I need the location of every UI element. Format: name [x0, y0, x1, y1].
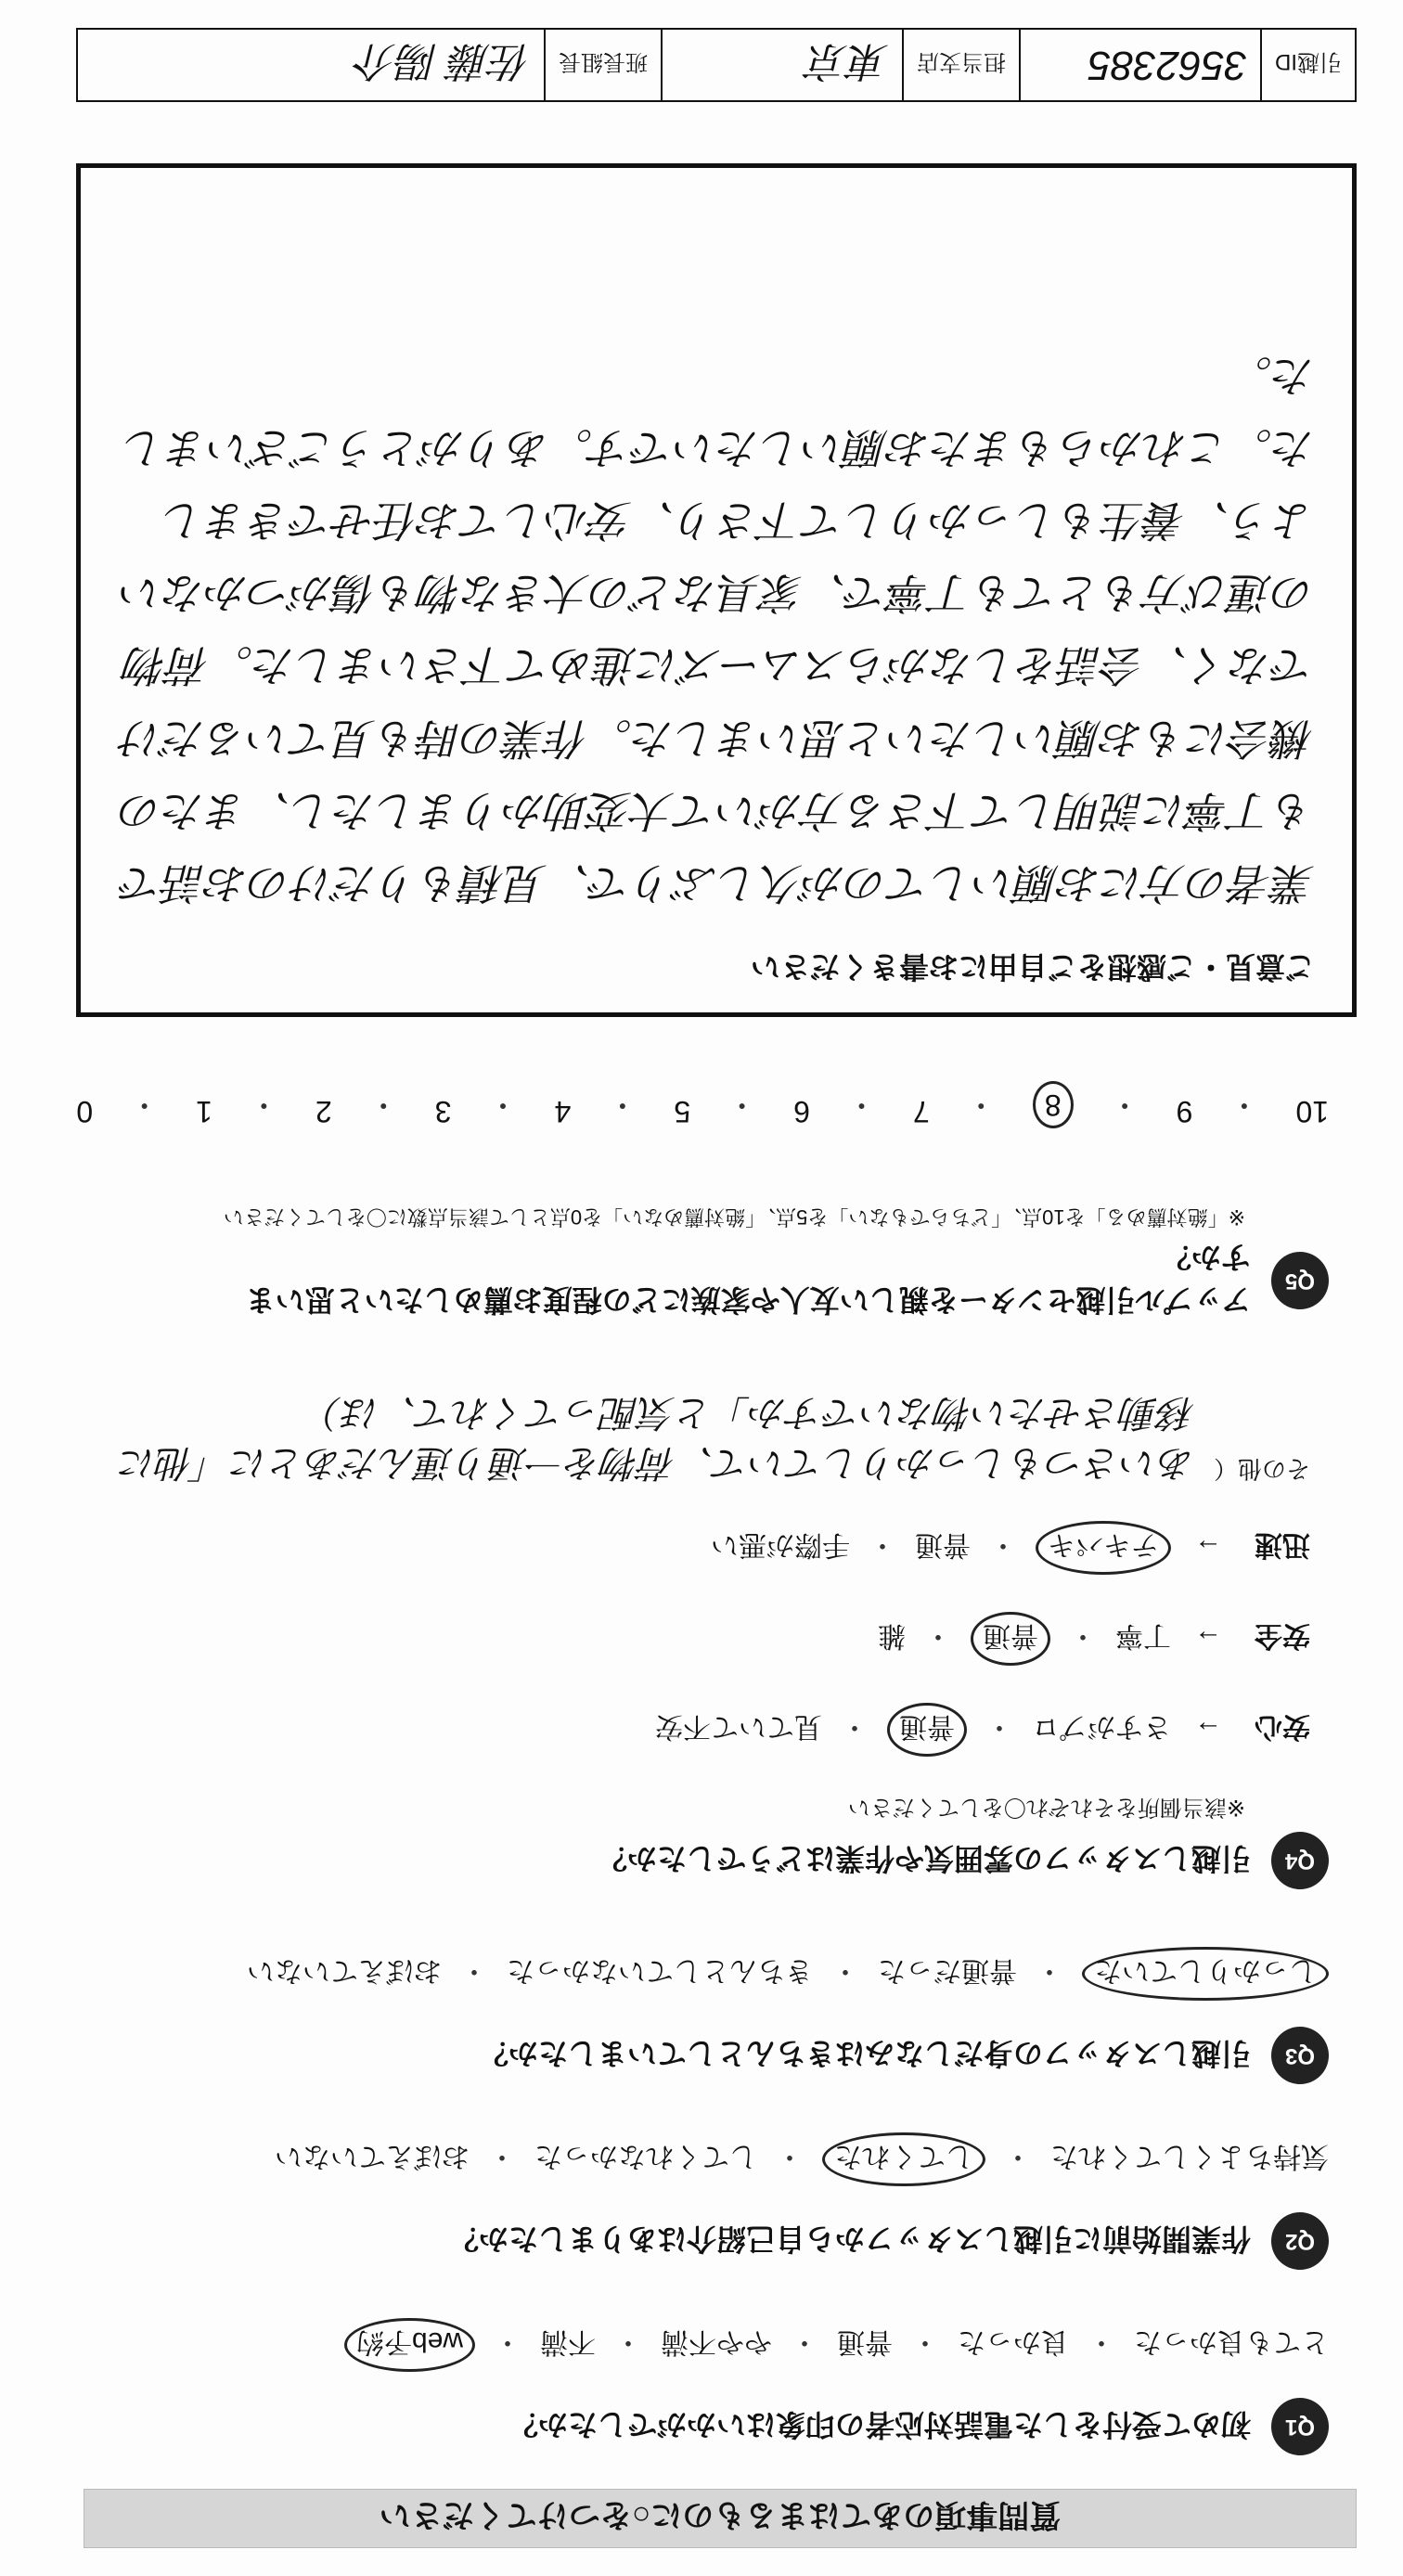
q4-option[interactable]: 手際が悪い	[711, 1529, 850, 1560]
score-option[interactable]: 4	[554, 1095, 572, 1128]
score-option-selected[interactable]: 8	[1033, 1081, 1074, 1128]
q2-options: 気持ちよくしてくれた ・ してくれた ・ してくれなかった ・ おぼえていない	[67, 2132, 1329, 2186]
move-id-label: 引越ID	[1260, 30, 1355, 100]
q2-option[interactable]: してくれなかった	[534, 2141, 757, 2171]
score-option[interactable]: 2	[315, 1095, 332, 1128]
q1-option[interactable]: やや不満	[661, 2326, 772, 2357]
q2-option-selected[interactable]: してくれた	[822, 2132, 985, 2186]
score-option[interactable]: 9	[1176, 1095, 1193, 1128]
q4-row-anshin: 安心 → さすがプロ ・ 普通 ・ 見ていて不安	[67, 1703, 1310, 1757]
q4-option[interactable]: 丁寧	[1115, 1620, 1171, 1651]
q3-option[interactable]: おぼえていない	[247, 1955, 442, 1986]
question-4	[67, 1387, 1329, 1889]
q1-option-selected[interactable]: web予約	[344, 2318, 475, 2372]
q4-other-row	[67, 1387, 1310, 1488]
question-3	[67, 1947, 1329, 2084]
q5-score-scale: 10 ・ 9 ・ 8 ・ 7 ・ 6 ・ 5 ・ 4 ・ 3 ・ 2 ・ 1 ・ 0	[76, 1081, 1329, 1128]
branch-value[interactable]: 東京	[661, 30, 902, 100]
q4-option-selected[interactable]: 普通	[887, 1703, 967, 1757]
arrow-icon: →	[1194, 1624, 1222, 1655]
q2-text: 作業開始前に引越しスタッフから自己紹介はありましたか？	[448, 2222, 1251, 2256]
score-option[interactable]: 7	[912, 1095, 930, 1128]
q1-option[interactable]: 普通	[837, 2326, 893, 2357]
q4-option-selected[interactable]: テキパキ	[1036, 1521, 1171, 1575]
q1-badge: Q1	[1271, 2398, 1329, 2455]
q2-option[interactable]: おぼえていない	[275, 2141, 470, 2171]
q3-badge: Q3	[1271, 2027, 1329, 2084]
q3-option-selected[interactable]: しっかりしていた	[1082, 1947, 1329, 2001]
score-option[interactable]: 1	[196, 1095, 212, 1128]
q4-row-label: 安全	[1255, 1620, 1310, 1651]
question-2	[67, 2132, 1329, 2270]
comments-box	[76, 163, 1357, 1017]
comments-handwritten[interactable]: 業者の方にお願いしてのが久しぶりで、見積もりだけのお話でも丁寧に説明して下さる方がいて大変助かりましたし、またの機会にもお願いしたいと思いました。作業の時も見ているだけでなく、会話をしながらスムーズに進めて下さいました。荷物の運び方もとても丁寧で、家具などの大きな物も傷がつかないよう、養生もしっかりして下さり、安心してお任せできました。これからもまたお願いしたいです。ありがとうございました。	[120, 350, 1315, 908]
q4-option[interactable]: 雑	[878, 1620, 906, 1651]
score-option[interactable]: 5	[674, 1095, 691, 1128]
q4-option-selected[interactable]: 普通	[971, 1612, 1050, 1666]
q3-text: 引越しスタッフの身だしなみはきちんとしていましたか？	[478, 2037, 1251, 2070]
q4-text: 引越しスタッフの雰囲気や作業はどうでしたか？	[597, 1842, 1251, 1875]
q2-badge: Q2	[1271, 2212, 1329, 2270]
leader-value[interactable]: 佐藤 陽介	[355, 38, 531, 84]
question-5	[67, 1204, 1329, 1323]
q3-option[interactable]: きちんとしていなかった	[507, 1955, 813, 1986]
score-option[interactable]: 6	[793, 1095, 810, 1128]
score-option[interactable]: 0	[76, 1095, 94, 1128]
q1-option[interactable]: とても良かった	[1134, 2326, 1329, 2357]
q5-text: アップル引越センターを親しい友人や家族にどの程度お薦めしたいと思いますか？	[245, 1241, 1251, 1317]
q1-option[interactable]: 良かった	[958, 2326, 1069, 2357]
q4-row-label: 安心	[1255, 1711, 1310, 1742]
q4-badge: Q4	[1271, 1832, 1329, 1889]
arrow-icon: →	[1194, 1533, 1222, 1564]
q4-row-anzen: 安全 → 丁寧 ・ 普通 ・ 雑	[67, 1612, 1310, 1666]
comments-title: ご意見・ご感想をご自由にお書きください	[750, 950, 1315, 984]
q1-options: とても良かった ・ 良かった ・ 普通 ・ やや不満 ・ 不満 ・ web予約	[67, 2318, 1329, 2372]
staff-info-footer	[76, 28, 1357, 102]
q4-other-label: その他（	[1213, 1455, 1310, 1483]
move-id-value[interactable]: 3562385	[1019, 30, 1260, 100]
instructions-header: 質問事項のあてはまるものに○をつけてください	[84, 2489, 1357, 2548]
q4-other-text[interactable]: あいさつもしっかりしていて、荷物を一通り運んだあとに「他に移動させたい物ないですか」と気配ってくれて、ほ）	[119, 1391, 1195, 1484]
q4-option[interactable]: さすがプロ	[1032, 1711, 1171, 1742]
q2-option[interactable]: 気持ちよくしてくれた	[1050, 2141, 1329, 2171]
q4-option[interactable]: 普通	[915, 1529, 971, 1560]
score-option[interactable]: 3	[434, 1095, 452, 1128]
q3-options: しっかりしていた ・ 普通だった ・ きちんとしていなかった ・ おぼえていない	[67, 1947, 1329, 2001]
arrow-icon: →	[1194, 1715, 1222, 1745]
question-1	[67, 2318, 1329, 2455]
q4-option[interactable]: 見ていて不安	[655, 1711, 822, 1742]
score-option[interactable]: 10	[1295, 1095, 1329, 1128]
q4-row-jinsoku: 迅速 → テキパキ ・ 普通 ・ 手際が悪い	[67, 1521, 1310, 1575]
q1-text: 初めて受付をした電話対応者の印象はいかがでしたか？	[508, 2408, 1251, 2441]
q1-option[interactable]: 不満	[540, 2326, 596, 2357]
q4-row-label: 迅速	[1255, 1529, 1310, 1560]
branch-label: 担当支店	[902, 30, 1019, 100]
q5-badge: Q5	[1271, 1252, 1329, 1309]
q3-option[interactable]: 普通だった	[878, 1955, 1017, 1986]
q5-note: ※「絶対薦める」を10点、「どちらでもない」を5点、「絶対薦めない」を0点として該当点数に〇をしてください	[223, 1205, 1245, 1229]
leader-label: 班長組長	[544, 30, 661, 100]
q4-note: ※該当個所をそれぞれ〇をしてください	[847, 1795, 1245, 1820]
